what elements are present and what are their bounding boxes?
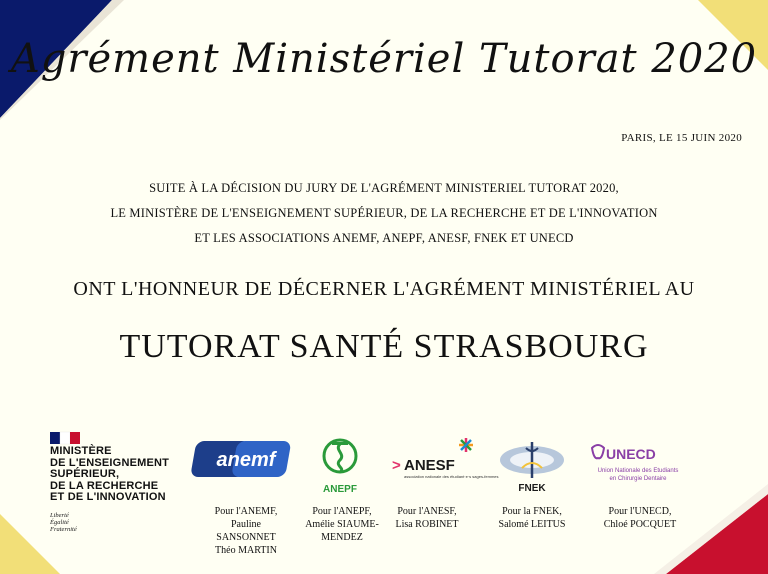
anesf-star-icon [459, 438, 473, 452]
signatory-anesf: Pour l'ANESF, Lisa ROBINET [395, 506, 459, 530]
svg-text:Union Nationale des Etudiants: Union Nationale des Etudiants [597, 468, 679, 474]
svg-text:FNEK: FNEK [518, 483, 546, 494]
signatory-unecd: Pour l'UNECD, Chloé POCQUET [603, 506, 677, 530]
recipient-name: TUTORAT SANTÉ STRASBOURG [119, 328, 649, 365]
svg-text:en Chirurgie Dentaire: en Chirurgie Dentaire [609, 476, 667, 482]
intro-line: ET LES ASSOCIATIONS ANEMF, ANEPF, ANESF, FNEK ET UNECD [194, 231, 574, 245]
svg-text:anemf: anemf [216, 449, 276, 471]
svg-text:UNECD: UNECD [606, 446, 656, 462]
tooth-icon [592, 445, 604, 458]
signatory-fnek: Pour la FNEK, Salomé LEITUS [498, 506, 566, 530]
marianne-flag-icon [50, 432, 80, 444]
fnek-logo [496, 438, 568, 494]
anesf-logo [390, 434, 499, 488]
ministry-name: MINISTÈRE DE L'ENSEIGNEMENT SUPÉRIEUR, DE LA RECHERCHE ET DE L'INNOVATION [50, 445, 170, 503]
anepf-logo [312, 432, 368, 496]
certificate-date: PARIS, LE 15 JUIN 2020 [621, 132, 742, 144]
anemf-logo [196, 438, 296, 480]
ministry-motto: Liberté Égalité Fraternité [50, 512, 77, 533]
signatory-anemf: Pour l'ANEMF, Pauline SANSONNET Théo MARTIN [214, 506, 278, 556]
svg-text:>: > [392, 457, 401, 474]
svg-text:ANESF: ANESF [404, 457, 455, 474]
intro-line: LE MINISTÈRE DE L'ENSEIGNEMENT SUPÉRIEUR, DE LA RECHERCHE ET DE L'INNOVATION [110, 206, 658, 220]
honor-statement: ONT L'HONNEUR DE DÉCERNER L'AGRÉMENT MINISTÉRIEL AU [73, 278, 695, 300]
svg-text:association nationale des étud: association nationale des étudiant·e·s sages-femmes [404, 474, 499, 479]
svg-text:ANEPF: ANEPF [323, 484, 357, 495]
intro-line: SUITE À LA DÉCISION DU JURY DE L'AGRÉMENT MINISTERIEL TUTORAT 2020, [149, 181, 619, 195]
unecd-logo [586, 440, 696, 488]
signatory-anepf: Pour l'ANEPF, Amélie SIAUME- MENDEZ [305, 506, 379, 543]
certificate-title: Agrément Ministériel Tutorat 2020 [10, 36, 758, 82]
intro-text [0, 176, 768, 251]
